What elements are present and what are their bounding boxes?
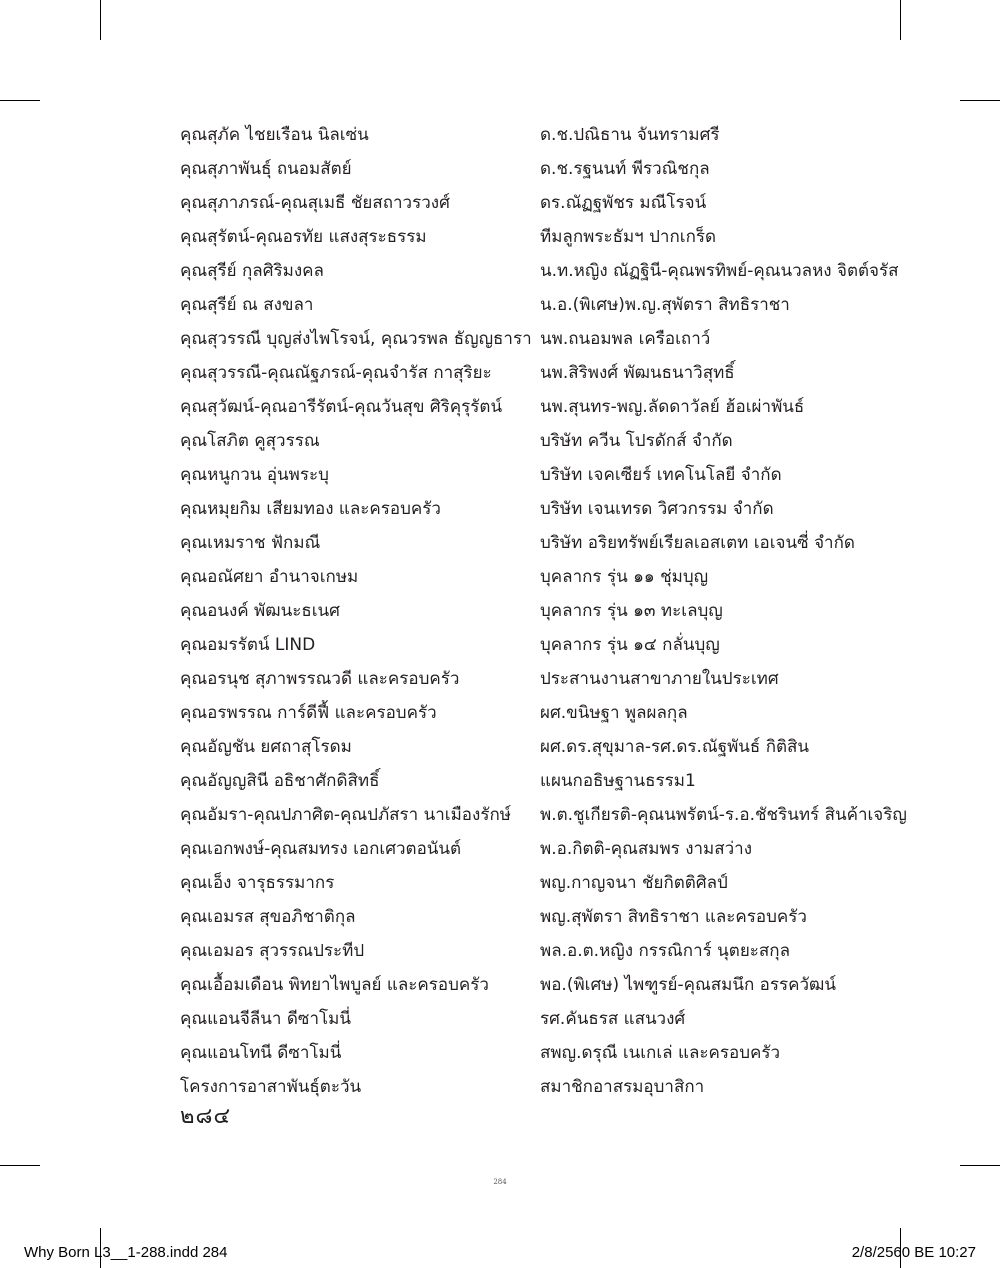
crop-mark	[100, 0, 101, 40]
page-number: 284	[493, 1178, 507, 1186]
list-item: พอ.(พิเศษ) ไพฑูรย์-คุณสมนึก อรรควัฒน์	[540, 975, 837, 995]
list-item: คุณเอ็ง จารุธรรมากร	[180, 873, 335, 893]
list-item: นพ.สิริพงศ์ พัฒนธนาวิสุทธิ์	[540, 363, 735, 383]
right-name-column	[540, 118, 907, 1104]
list-item: ผศ.ดร.สุขุมาล-รศ.ดร.ณัฐพันธ์ กิติสิน	[540, 737, 810, 757]
list-item: คุณสุภาพันธุ์ ถนอมสัตย์	[180, 159, 352, 179]
list-item: คุณอัญญสินี อธิชาศักดิสิทธิ์	[180, 771, 380, 791]
list-item: พ.ต.ชูเกียรติ-คุณนพรัตน์-ร.อ.ชัชรินทร์ สินค้าเจริญ	[540, 805, 907, 825]
list-item: คุณหมุยกิม เสียมทอง และครอบครัว	[180, 499, 441, 519]
crop-mark	[0, 100, 40, 101]
list-item: บริษัท เจนเทรด วิศวกรรม จำกัด	[540, 499, 774, 519]
list-item: น.อ.(พิเศษ)พ.ญ.สุพัตรา สิทธิราชา	[540, 295, 790, 315]
list-item: ผศ.ขนิษฐา พูลผลกุล	[540, 703, 688, 723]
list-item: ประสานงานสาขาภายในประเทศ	[540, 669, 779, 689]
list-item: คุณอณัศยา อำนาจเกษม	[180, 567, 359, 587]
list-item: คุณแอนจีลีนา ดีซาโมนี่	[180, 1009, 351, 1029]
crop-mark	[960, 1165, 1000, 1166]
date-time-slug: 2/8/2560 BE 10:27	[851, 1244, 976, 1261]
list-item: คุณสุรีย์ กุลศิริมงคล	[180, 261, 324, 281]
list-item: คุณเหมราช ฟักมณี	[180, 533, 321, 553]
file-slug: Why Born L3__1-288.indd 284	[24, 1244, 228, 1261]
list-item: คุณสุภัค ไชยเรือน นิลเซ่น	[180, 125, 369, 145]
list-item: สพญ.ดรุณี เนเกเล่ และครอบครัว	[540, 1043, 781, 1063]
list-item: บริษัท อริยทรัพย์เรียลเอสเตท เอเจนซี่ จำกัด	[540, 533, 855, 553]
list-item: พ.อ.กิตติ-คุณสมพร งามสว่าง	[540, 839, 753, 859]
list-item: น.ท.หญิง ณัฏฐินี-คุณพรทิพย์-คุณนวลหง จิตต์จรัส	[540, 261, 899, 281]
left-name-column	[180, 118, 532, 1104]
list-item: นพ.ถนอมพล เครือเถาว์	[540, 329, 711, 349]
crop-mark	[0, 1165, 40, 1166]
list-item: บุคลากร รุ่น ๑๓ ทะเลบุญ	[540, 601, 723, 621]
list-item: สมาชิกอาสรมอุบาสิกา	[540, 1077, 705, 1097]
list-item: คุณเอมอร สุวรรณประทีป	[180, 941, 365, 961]
list-item: ด.ช.ปณิธาน จันทรามศรี	[540, 125, 720, 145]
list-item: พญ.กาญจนา ชัยกิตติศิลป์	[540, 873, 728, 893]
list-item: คุณสุวรรณี บุญส่งไพโรจน์, คุณวรพล ธัญญธารา	[180, 329, 532, 349]
list-item: โครงการอาสาพันธุ์ตะวัน	[180, 1077, 362, 1097]
list-item: คุณโสภิต คูสุวรรณ	[180, 431, 320, 451]
list-item: คุณอนงค์ พัฒนะธเนศ	[180, 601, 340, 621]
list-item: บริษัท เจคเซียร์ เทคโนโลยี จำกัด	[540, 465, 782, 485]
thai-page-folio: ๒๘๔	[180, 1104, 232, 1129]
list-item: บุคลากร รุ่น ๑๑ ชุ่มบุญ	[540, 567, 709, 587]
crop-mark	[960, 100, 1000, 101]
list-item: คุณอัญชัน ยศถาสุโรดม	[180, 737, 352, 757]
list-item: ดร.ณัฏฐพัชร มณีโรจน์	[540, 193, 707, 213]
list-item: บริษัท ควีน โปรดักส์ จำกัด	[540, 431, 733, 451]
list-item: ทีมลูกพระธัมฯ ปากเกร็ด	[540, 227, 717, 247]
list-item: คุณหนูกวน อุ่นพระบุ	[180, 465, 329, 485]
list-item: คุณแอนโทนี ดีซาโมนี่	[180, 1043, 342, 1063]
list-item: ด.ช.รฐนนท์ พีรวณิชกุล	[540, 159, 710, 179]
list-item: คุณสุภาภรณ์-คุณสุเมธี ชัยสถาวรวงศ์	[180, 193, 450, 213]
list-item: พล.อ.ต.หญิง กรรณิการ์ นุตยะสกุล	[540, 941, 791, 961]
list-item: คุณสุรีย์ ณ สงขลา	[180, 295, 314, 315]
list-item: คุณสุรัตน์-คุณอรทัย แสงสุระธรรม	[180, 227, 427, 247]
list-item: คุณอัมรา-คุณปภาศิต-คุณปภัสรา นาเมืองรักษ์	[180, 805, 511, 825]
list-item: คุณสุวรรณี-คุณณัฐภรณ์-คุณจำรัส กาสุริยะ	[180, 363, 492, 383]
list-item: บุคลากร รุ่น ๑๔ กลั่นบุญ	[540, 635, 720, 655]
list-item: แผนกอธิษฐานธรรม1	[540, 771, 696, 791]
list-item: คุณเอื้อมเดือน พิทยาไพบูลย์ และครอบครัว	[180, 975, 489, 995]
list-item: คุณเอกพงษ์-คุณสมทรง เอกเศวตอนันต์	[180, 839, 462, 859]
crop-mark	[900, 0, 901, 40]
list-item: คุณอรนุช สุภาพรรณวดี และครอบครัว	[180, 669, 460, 689]
list-item: คุณสุวัฒน์-คุณอารีรัตน์-คุณวันสุข ศิริคุรุรัตน์	[180, 397, 503, 417]
list-item: พญ.สุพัตรา สิทธิราชา และครอบครัว	[540, 907, 807, 927]
list-item: คุณเอมรส สุขอภิชาติกุล	[180, 907, 356, 927]
list-item: รศ.คันธรส แสนวงศ์	[540, 1009, 686, 1029]
list-item: นพ.สุนทร-พญ.ลัดดาวัลย์ ฮ้อเผ่าพันธ์	[540, 397, 805, 417]
list-item: คุณอมรรัตน์ LIND	[180, 635, 316, 655]
list-item: คุณอรพรรณ การ์ดีฟี้ และครอบครัว	[180, 703, 437, 723]
